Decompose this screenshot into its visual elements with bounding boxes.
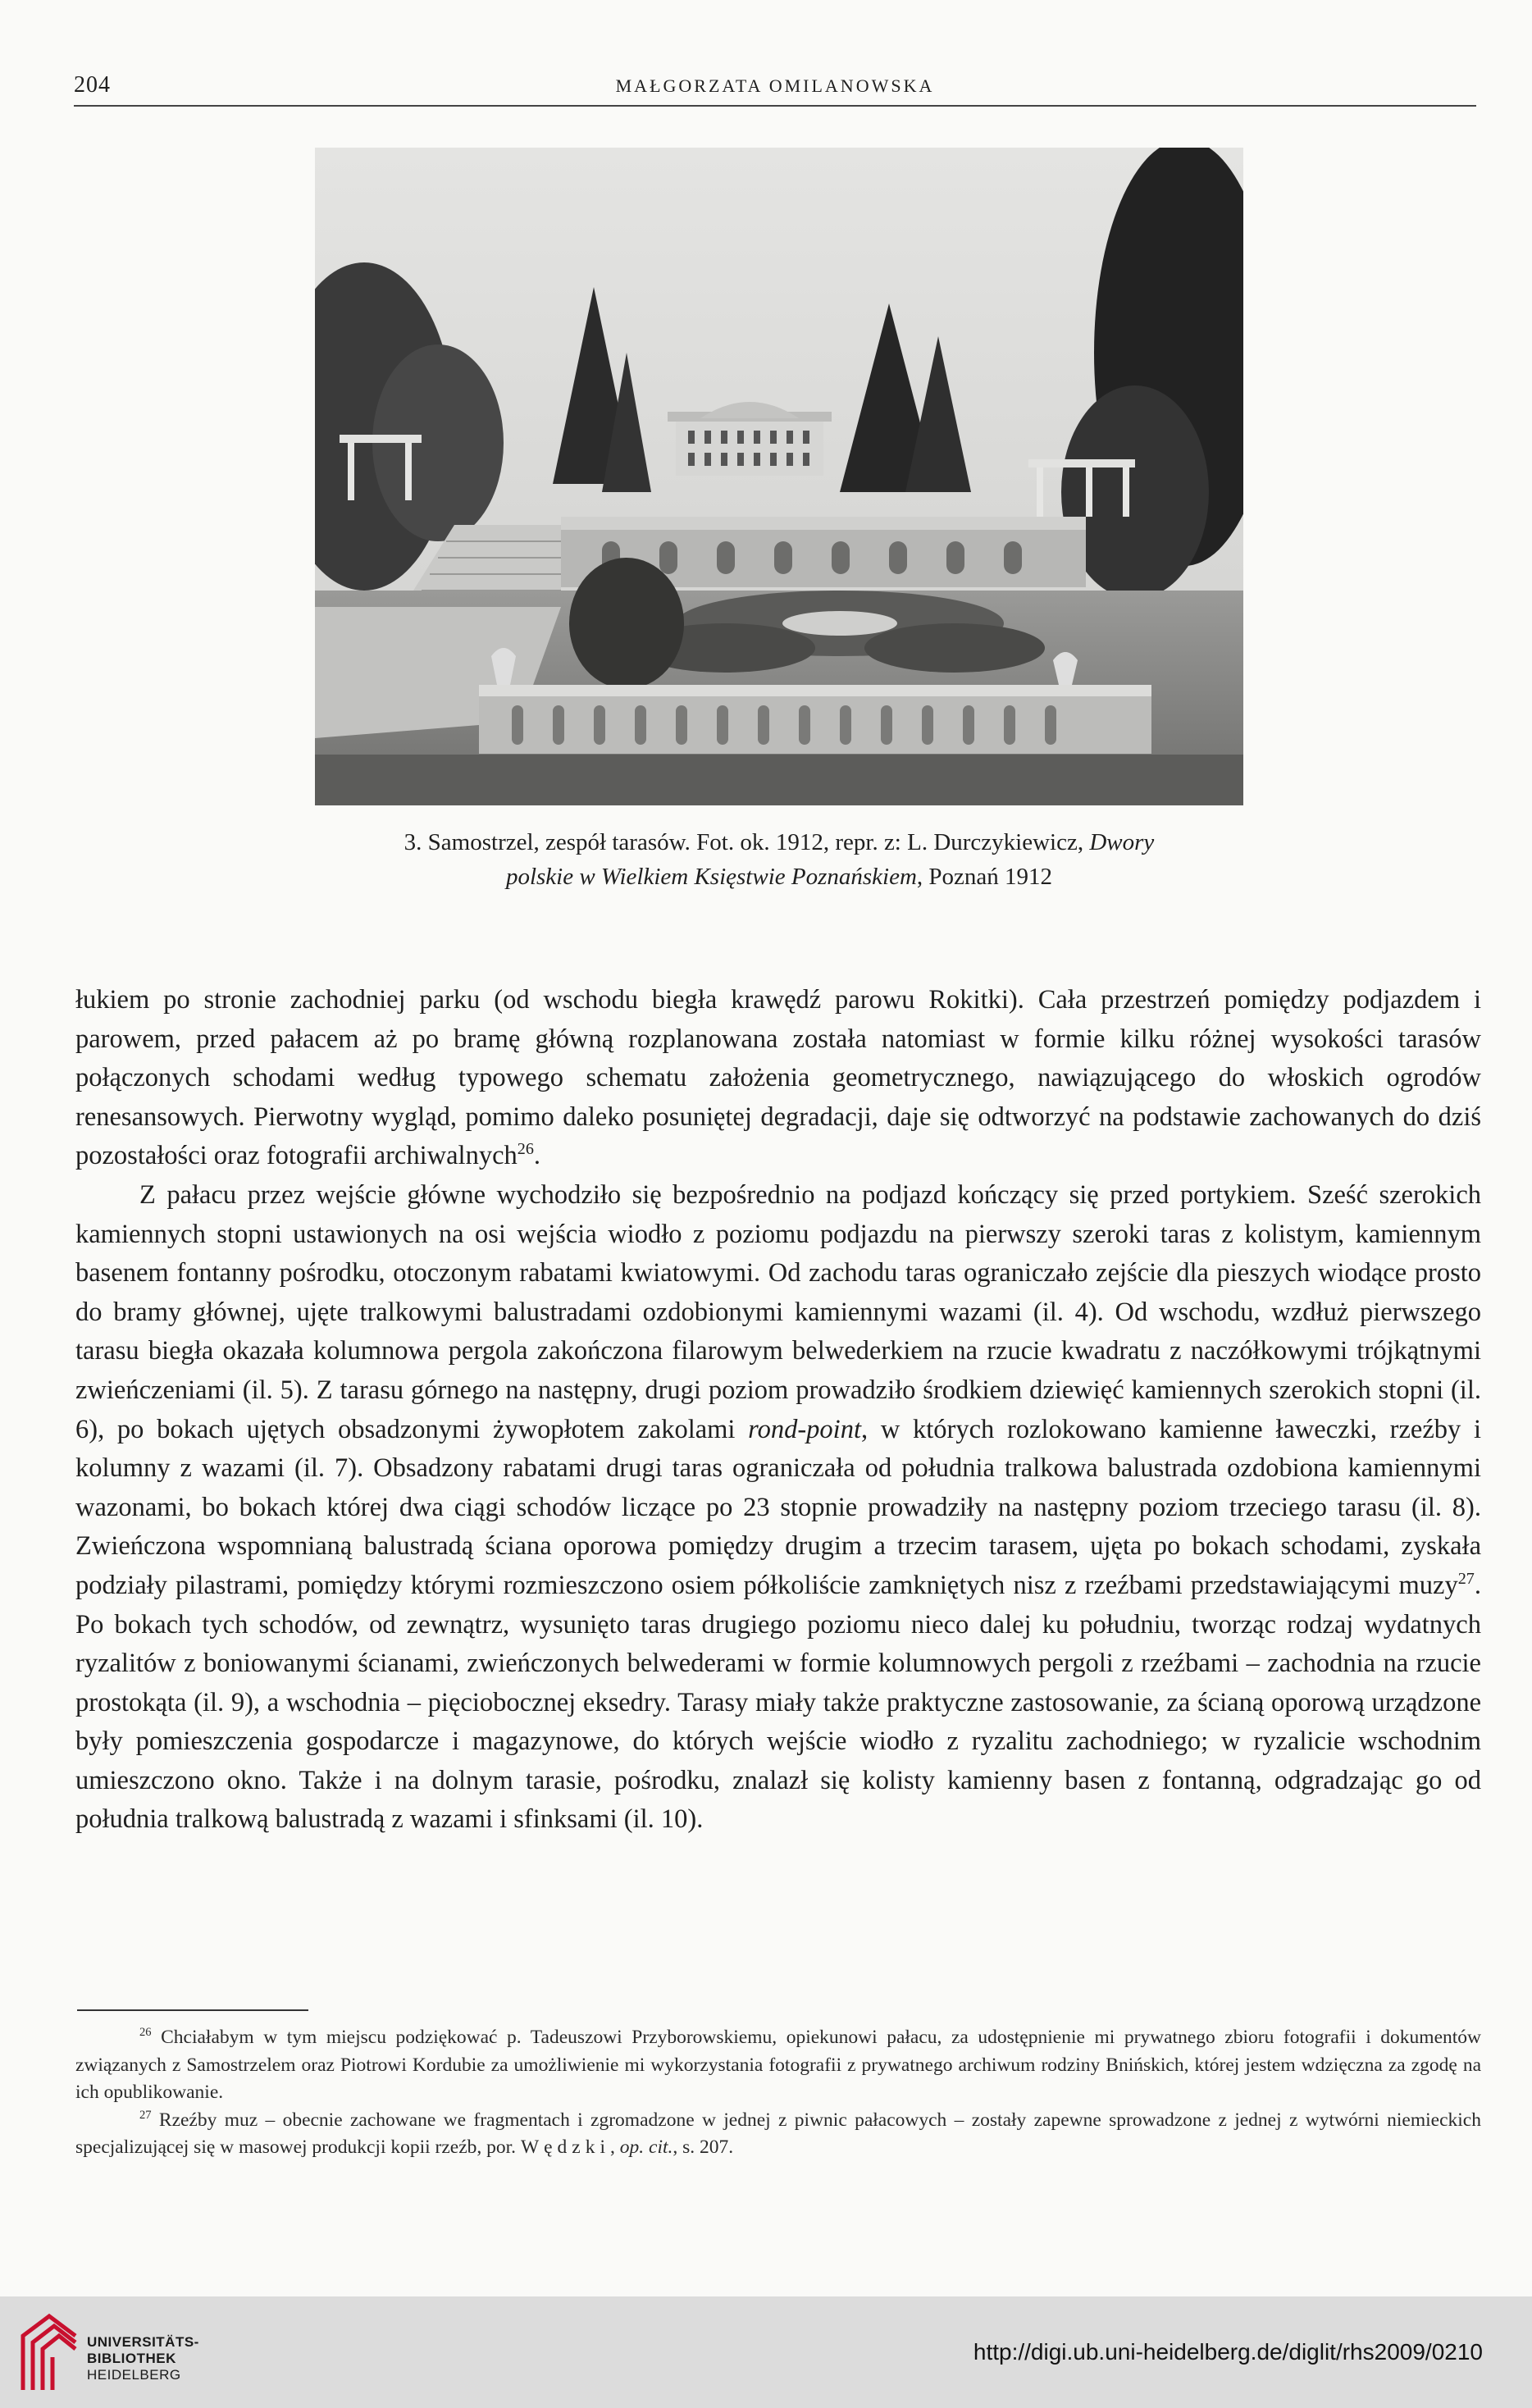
main-text	[75, 981, 1481, 1840]
caption-title-part2: polskie w Wielkiem Księstwie Poznańskiem	[505, 864, 917, 890]
archival-photograph	[315, 148, 1243, 805]
figure-caption	[315, 825, 1243, 894]
paragraph-1-end: .	[533, 1141, 541, 1171]
paragraph-1	[75, 981, 1481, 1176]
digitization-footer	[0, 2296, 1532, 2408]
footnote-27-author: Wędzki	[520, 2137, 611, 2158]
footnote-26	[75, 2024, 1481, 2107]
terrace-garden-photo	[315, 148, 1243, 805]
footnote-26-mark: 26	[139, 2026, 152, 2040]
footnote-27-text-a: Rzeźby muz – obecnie zachowane we fragmentach i zgromadzone w jednej z piwnic pałacowych – zostały zapewne sprowadzone z jednej z wytwórni niemieckich specjalizującej się w masowej produkcji kopii rzeźb, por.	[75, 2109, 1481, 2158]
footnotes	[75, 2024, 1481, 2162]
library-logo-icon[interactable]	[18, 2311, 80, 2393]
paragraph-2-text-c: . Po bokach tych schodów, od zewnątrz, wysunięto taras drugiego poziomu nieco dalej ku południu, tworząc rodzaj wydatnych ryzalitów z boniowanymi ścianami, zwieńczonych belwederami w formie kolumnowych pergoli z rzeźbami – zachodnia na rzucie prostokąta (il. 9), a wschodnia – pięciobocznej eksedry. Tarasy miały także praktyczne zastosowanie, za ścianą oporową urządzone były pomieszczenia gospodarcze i magazynowe, do których wejście wiodło z ryzalitu zachodniego; w ryzalicie wschodnim umieszczono okno. Także i na dolnym tarasie, pośrodku, znalazł się kolisty kamienny basen z fontanną, odgradzając go od południa tralkową balustradą z wazami i sfinksami (il. 10).	[75, 1570, 1481, 1835]
paragraph-2-text-b: , w których rozlokowano kamienne ławeczki, rzeźby i kolumny z wazami (il. 7). Obsadzony rabatami drugi taras ograniczała od południa tralkowa balustrada ozdobiona kamiennymi wazonami, bo bokach której dwa ciągi schodów liczące po 23 stopnie prowadziły na następny poziom trzeciego tarasu (il. 8). Zwieńczona wspomnianą balustradą ściana oporowa pomiędzy drugim a trzecim tarasem, ujęta po bokach schodami, zyskała podziały pilastrami, pomiędzy którymi rozmieszczono osiem półkoliście zamkniętych nisz z rzeźbami przedstawiającymi muzy	[75, 1414, 1481, 1600]
caption-text: 3. Samostrzel, zespół tarasów. Fot. ok. 1912, repr. z: L. Durczykiewicz,	[404, 829, 1090, 855]
paragraph-2	[75, 1176, 1481, 1840]
footnote-ref-26[interactable]: 26	[517, 1140, 534, 1159]
footnote-27-sep: ,	[610, 2137, 620, 2158]
footnote-27	[75, 2107, 1481, 2162]
footnote-ref-27[interactable]: 27	[1457, 1570, 1475, 1589]
paragraph-1-text: łukiem po stronie zachodniej parku (od wschodu biegła krawędź parowu Rokitki). Cała przestrzeń pomiędzy podjazdem i parowem, przed pałacem aż po bramę główną rozplanowana została natomiast w formie kilku różnej wysokości tarasów połączonych schodami według typowego schematu założenia geometrycznego, nawiązującego do włoskich ogrodów renesansowych. Pierwotny wygląd, pomimo daleko posuniętej degradacji, daje się odtworzyć na podstawie zachowanych do dziś pozostałości oraz fotografii archiwalnych	[75, 985, 1481, 1171]
footnote-27-opcit: op. cit.	[619, 2137, 673, 2158]
author-running-head: MAŁGORZATA OMILANOWSKA	[615, 75, 935, 96]
running-header	[74, 72, 1476, 107]
page-number: 204	[74, 72, 111, 98]
footnote-27-mark: 27	[139, 2108, 152, 2122]
library-name	[87, 2334, 199, 2383]
library-name-line3: HEIDELBERG	[87, 2367, 181, 2383]
caption-title-part1: Dwory	[1089, 829, 1155, 855]
library-name-line1: UNIVERSITÄTS-	[87, 2334, 199, 2350]
library-name-line2: BIBLIOTHEK	[87, 2351, 176, 2366]
paragraph-2-italic-term: rond-point	[748, 1414, 861, 1444]
footnote-26-text: Chciałabym w tym miejscu podziękować p. Tadeuszowi Przyborowskiemu, opiekunowi pałacu, za udostępnienie mi prywatnego zbioru fotografii i dokumentów związanych z Samostrzelem oraz Piotrowi Kordubie za umożliwienie mi wykorzystania fotografii z prywatnego archiwum rodziny Bnińskich, której jestem wdzięczna za zgodę na ich opublikowanie.	[75, 2027, 1481, 2103]
caption-end: , Poznań 1912	[916, 864, 1053, 890]
footnote-27-text-c: , s. 207.	[673, 2137, 734, 2158]
paragraph-2-text-a: Z pałacu przez wejście główne wychodziło się bezpośrednio na podjazd kończący się przed portykiem. Sześć szerokich kamiennych stopni ustawionych na osi wejścia wiodło z poziomu podjazdu na pierwszy szeroki taras z kolistym, kamiennym basenem fontanny pośrodku, otoczonym rabatami kwiatowymi. Od zachodu taras ograniczało zejście dla pieszych wiodące prosto do bramy głównej, ujęte tralkowymi balustradami ozdobionymi kamiennymi wazami (il. 4). Od wschodu, wzdłuż pierwszego tarasu biegła okazała kolumnowa pergola zakończona filarowym belwederkiem na rzucie kwadratu z naczółkowymi trójkątnymi zwieńczeniami (il. 5). Z tarasu górnego na następny, drugi poziom prowadziło środkiem dziewięć kamiennych szerokich stopni (il. 6), po bokach ujętych obsadzonymi żywopłotem zakolami	[75, 1179, 1481, 1444]
footnote-separator	[77, 2009, 308, 2011]
source-url-link[interactable]: http://digi.ub.uni-heidelberg.de/diglit/rhs2009/0210	[973, 2339, 1483, 2365]
